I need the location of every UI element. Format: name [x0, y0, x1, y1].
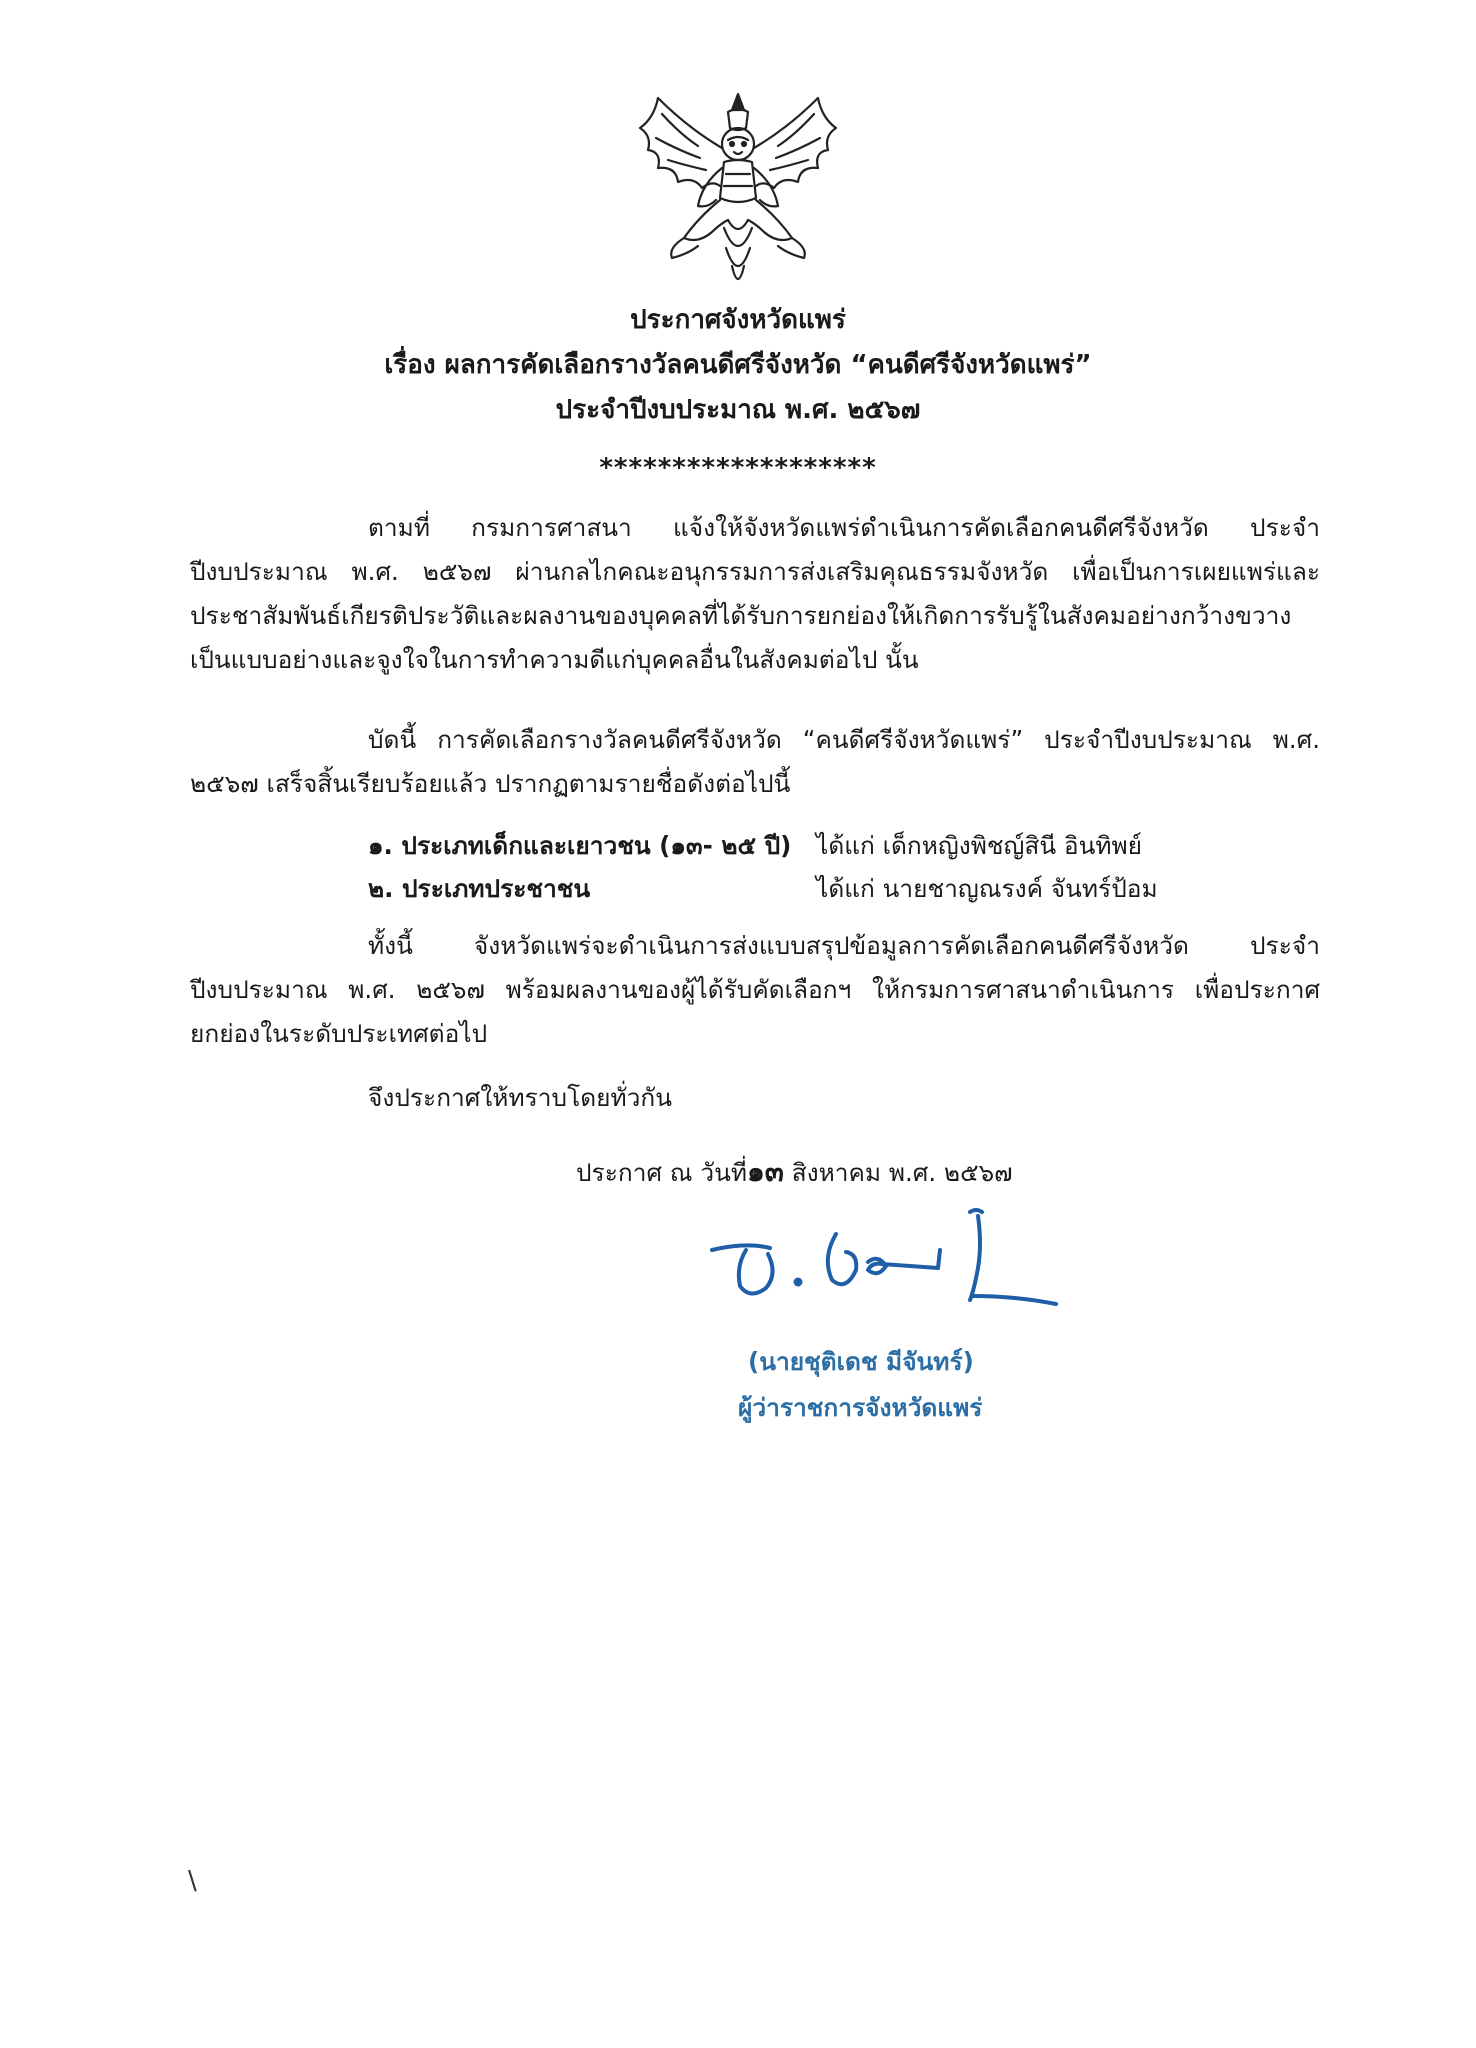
- signer-title: ผู้ว่าราชการจังหวัดแพร่: [738, 1393, 983, 1422]
- margin-mark: \: [188, 1866, 197, 1896]
- date-day: ๑๓: [746, 1155, 784, 1188]
- signer-name: (นายชุติเดช มีจันทร์): [748, 1347, 974, 1376]
- award-item-citizen: [368, 869, 1158, 909]
- paragraph-intro-text: ตามที่ กรมการศาสนา แจ้งให้จังหวัดแพร่ดำเนินการคัดเลือกคนดีศรีจังหวัด ประจำปีงบประมาณ พ.ศ. ๒๕๖๗ ผ่านกลไกคณะอนุกรรมการส่งเสริมคุณธรรมจังหวัด เพื่อเป็นการเผยแพร่และประชาสัมพันธ์เกียรติประวัติและผลงานของบุคคลที่ได้รับการยกย่องให้เกิดการรับรู้ในสังคมอย่างกว้างขวาง เป็นแบบอย่างและจูงใจในการทำความดีแก่บุคคลอื่นในสังคมต่อไป นั้น: [190, 513, 1320, 674]
- document-title: ประกาศจังหวัดแพร่: [630, 305, 846, 335]
- paragraph-followup-text: ทั้งนี้ จังหวัดแพร่จะดำเนินการส่งแบบสรุปข้อมูลการคัดเลือกคนดีศรีจังหวัด ประจำปีงบประมาณ พ.ศ. ๒๕๖๗ พร้อมผลงานของผู้ได้รับคัดเลือกฯ ให้กรมการศาสนาดำเนินการ เพื่อประกาศยกย่องในระดับประเทศต่อไป: [190, 931, 1320, 1048]
- date-prefix: ประกาศ ณ วันที่: [576, 1158, 747, 1187]
- paragraph-intro: [190, 506, 1320, 682]
- award-recipient: ได้แก่ นายชาญณรงค์ จันทร์ป้อม: [816, 874, 1158, 903]
- document-subject: เรื่อง ผลการคัดเลือกรางวัลคนดีศรีจังหวัด “คนดีศรีจังหวัดแพร่”: [384, 350, 1092, 380]
- paragraph-followup: [190, 924, 1320, 1056]
- garuda-emblem-icon: [628, 88, 848, 298]
- date-month-year: สิงหาคม พ.ศ. ๒๕๖๗: [791, 1158, 1013, 1187]
- document-fiscal-year: ประจำปีงบประมาณ พ.ศ. ๒๕๖๗: [555, 395, 921, 425]
- award-category: ๒. ประเภทประชาชน: [368, 874, 591, 903]
- award-recipient: ได้แก่ เด็กหญิงพิชญ์สินี อินทิพย์: [816, 831, 1143, 860]
- paragraph-result: [190, 718, 1320, 806]
- award-category: ๑. ประเภทเด็กและเยาวชน (๑๓- ๒๕ ปี): [368, 831, 792, 860]
- closing-statement: จึงประกาศให้ทราบโดยทั่วกัน: [368, 1083, 672, 1112]
- paragraph-result-text: บัดนี้ การคัดเลือกรางวัลคนดีศรีจังหวัด “คนดีศรีจังหวัดแพร่” ประจำปีงบประมาณ พ.ศ. ๒๕๖๗ เสร็จสิ้นเรียบร้อยแล้ว ปรากฏตามรายชื่อดังต่อไปนี้: [190, 725, 1320, 798]
- award-item-youth: [368, 826, 1143, 866]
- announcement-date: [576, 1152, 1013, 1193]
- separator-stars: *******************: [599, 453, 877, 483]
- handwritten-signature: [706, 1204, 1066, 1324]
